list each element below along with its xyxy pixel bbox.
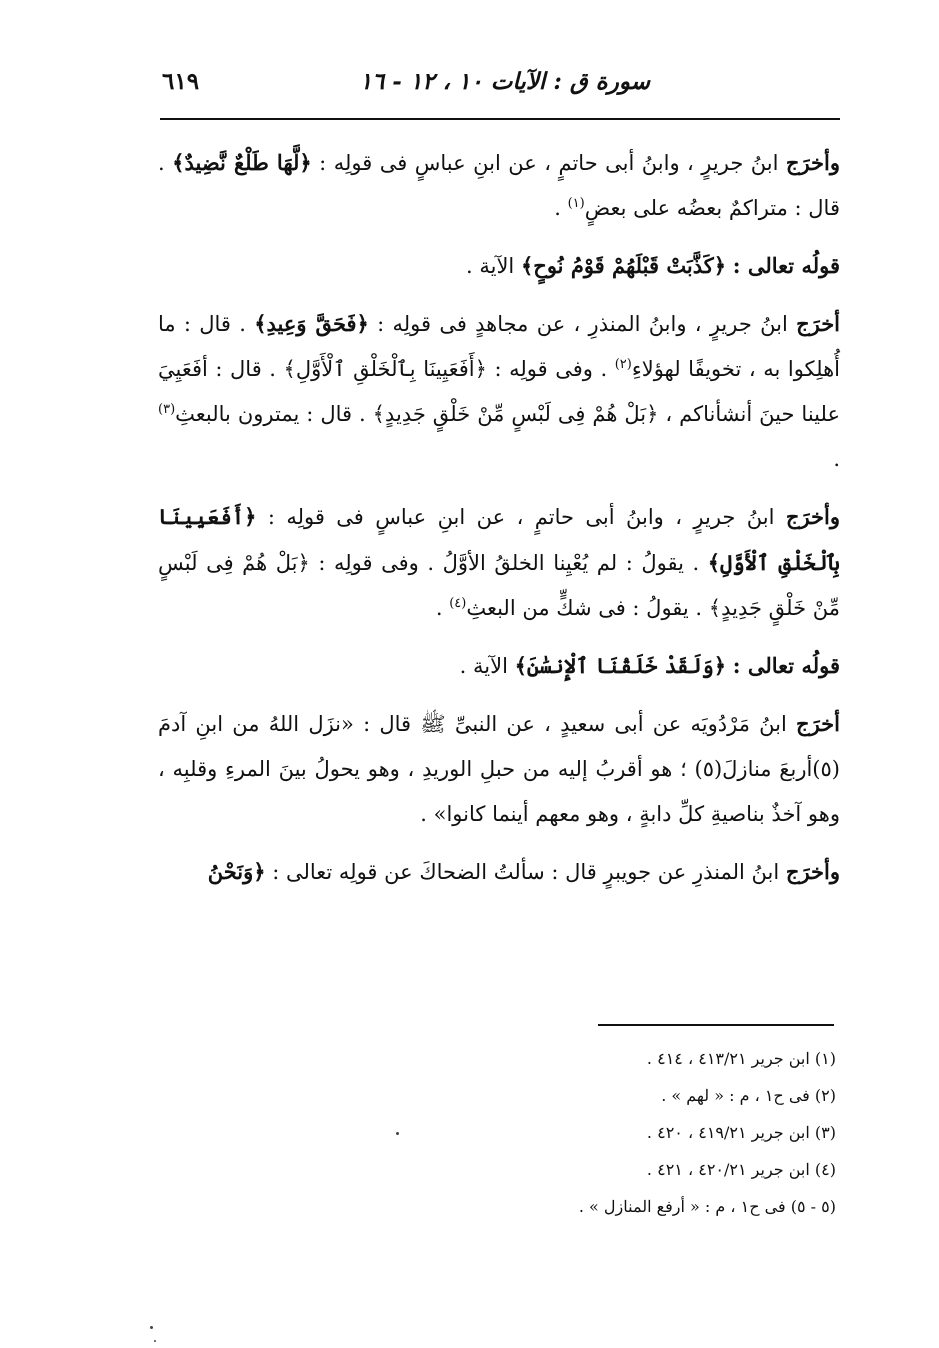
- paragraph-text: .: [833, 447, 840, 471]
- paragraph-text: ابنُ المنذرِ عن جويبرٍ قال : سألتُ الضحاكَ عن قولِه تعالى :: [265, 860, 786, 884]
- paragraph: [158, 494, 840, 631]
- footnote-ref[interactable]: (٢): [614, 357, 632, 372]
- header-rule: [160, 118, 840, 120]
- paragraph-text: (٥)أربعَ منازلَ(٥) ؛ هو أقربُ إليه من حبلِ الوريدِ ، وهو يحولُ بينَ المرءِ وقلبِه ، وهو آخذٌ بناصيةِ كلِّ دابةٍ ، وهو معهم أينما كانوا» .: [158, 757, 840, 826]
- paragraph-text: .: [435, 596, 450, 620]
- paragraph-text: . قال : متراكمٌ بعضُه على بعضٍ: [158, 151, 840, 220]
- quran-quote: ﴿لَّهَا طَلْعٌ نَّضِيدٌ﴾: [172, 150, 312, 175]
- paragraph-text: الآية .: [466, 254, 521, 278]
- paragraph-text: .: [554, 196, 568, 220]
- paragraph-text: . قال : ما أُهلِكوا به ، تخويفًا لهؤلاءِ: [158, 312, 840, 381]
- main-text: [158, 140, 840, 907]
- paragraph-text: ابنُ جريرٍ ، وابنُ المنذرِ ، عن مجاهدٍ فى قولِه :: [368, 312, 797, 336]
- heading-lead: قولُه تعالى :: [732, 253, 840, 278]
- paragraph-lead: وأخرَج: [785, 859, 840, 884]
- paragraph: [158, 301, 840, 482]
- paragraph: [158, 849, 840, 895]
- paragraph-text: [726, 254, 733, 278]
- paragraph-text: [726, 654, 733, 678]
- footnote-ref[interactable]: (٣): [158, 402, 176, 417]
- quran-quote: ﴿فَحَقَّ وَعِيدِ﴾: [254, 311, 369, 336]
- paragraph-text: ابنُ مَرْدُويَه عن أبى سعيدٍ ، عن النبىِّ ﷺ قال : «نزَل اللهُ من ابنِ آدمَ: [158, 712, 797, 736]
- footnote: (٣) ابن جرير ٤١٩/٢١ ، ٤٢٠ .: [646, 1123, 836, 1142]
- quran-quote: ﴿كَذَّبَتْ قَبْلَهُمْ قَوْمُ نُوحٍ﴾: [520, 253, 727, 278]
- paragraph: [158, 140, 840, 231]
- footnote-ref[interactable]: (٤): [449, 596, 467, 611]
- paragraph-lead: أخرَج: [796, 311, 841, 336]
- page-number: ٦١٩: [162, 68, 200, 95]
- header-title: سورة ق : الآيات ١٠ ، ١٢ - ١٦: [359, 68, 650, 95]
- paragraph-text: الآية .: [459, 654, 515, 678]
- paragraph-lead: وأخرَج: [785, 150, 841, 175]
- verse-heading: [158, 243, 840, 289]
- footnotes: [400, 1040, 836, 1225]
- paragraph-text: . يقولُ : لم يُعْيِنا الخلقُ الأوَّلُ . وفى قولِه : ﴿بَلْ هُمْ فِى لَبْسٍ مِّنْ خَلْقٍ جَدِيدٍ﴾ . يقولُ : فى شكٍّ من البعثِ: [158, 551, 840, 620]
- quran-quote: ﴿وَنَحْنُ: [207, 859, 266, 884]
- footnote: (٤) ابن جرير ٤٢٠/٢١ ، ٤٢١ .: [646, 1160, 836, 1179]
- paragraph-text: . وفى قولِه : ﴿أَفَعَيِينَا بِٱلْخَلْقِ ٱلْأَوَّلِ﴾ . قال : أفَعَيِيَ علينا حينَ أنشأناكم ، ﴿بَلْ هُمْ فِى لَبْسٍ مِّنْ خَلْقٍ جَدِيدٍ﴾ . قال : يمترون بالبعثِ: [158, 357, 840, 426]
- footnote: (٥ - ٥) فى ح١ ، م : « أرفع المنازل » .: [578, 1197, 836, 1216]
- quran-quote: ﴿وَلَقَدْ خَلَقْنَا ٱلْإِنسَٰنَ﴾: [514, 653, 727, 678]
- paragraph: [158, 701, 840, 837]
- paragraph-lead: وأخرَج: [785, 504, 840, 529]
- footnote: (١) ابن جرير ٤١٣/٢١ ، ٤١٤ .: [646, 1049, 836, 1068]
- footnote-ref[interactable]: (١): [567, 196, 585, 211]
- scan-speck: [154, 1340, 156, 1342]
- verse-heading: [158, 643, 840, 689]
- paragraph-text: ابنُ جريرٍ ، وابنُ أبى حاتمٍ ، عن ابنِ عباسٍ فى قولِه :: [256, 505, 786, 529]
- scan-speck: [150, 1326, 153, 1329]
- heading-lead: قولُه تعالى :: [732, 653, 840, 678]
- paragraph-lead: أخرَج: [796, 711, 840, 736]
- footnote-rule: [598, 1024, 834, 1026]
- footnote: (٢) فى ح١ ، م : « لهم » .: [661, 1086, 836, 1105]
- paragraph-text: ابنُ جريرٍ ، وابنُ أبى حاتمٍ ، عن ابنِ عباسٍ فى قولِه :: [311, 151, 786, 175]
- running-header: [160, 64, 840, 108]
- quran-quote: ﴿أَفَعَيِينَا بِٱلْخَلْقِ ٱلْأَوَّلِ﴾: [158, 504, 840, 575]
- scan-speck: [396, 1132, 399, 1135]
